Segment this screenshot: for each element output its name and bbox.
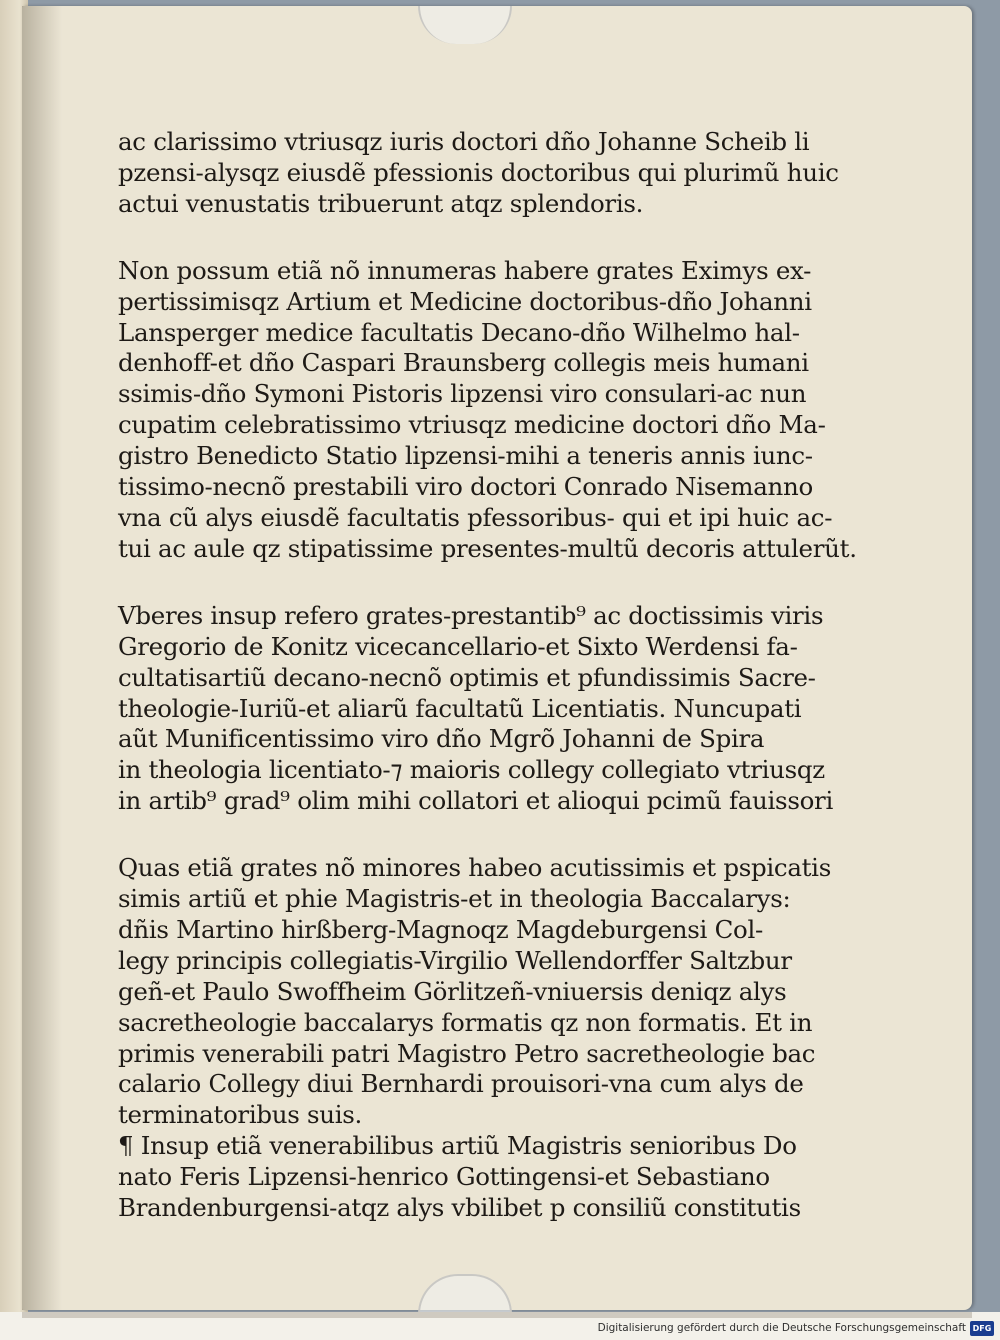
funding-notice: Digitalisierung gefördert durch die Deutsche Forschungsgemeinschaft [597,1322,966,1334]
text-line: Brandenburgensi-atqz alys vbilibet p consiliũ constitutis [118,1193,801,1223]
text-line: aũt Munificentissimo viro dño Mgrõ Johanni de Spira [118,724,765,754]
paragraph-3 [118,600,834,817]
text-line: ¶ Insup etiã venerabilibus artiũ Magistris senioribus Do [118,1131,797,1161]
text-line: geñ-et Paulo Swoffheim Görlitzeñ-vniuersis deniqz alys [118,976,787,1006]
dfg-logo: DFG [970,1321,994,1336]
text-line: Gregorio de Konitz vicecancellario-et Sixto Werdensi fa- [118,631,798,661]
text-line: dñis Martino hirßberg-Magnoqz Magdeburgensi Col- [118,914,763,944]
paragraph-1 [118,127,839,220]
text-line: in theologia licentiato-⁊ maioris collegy collegiato vtriusqz [118,755,825,785]
paragraph-2 [118,255,857,565]
text-line: pzensi-alysqz eiusdẽ pfessionis doctoribus qui plurimũ huic [118,157,839,187]
gutter-shadow [22,6,62,1310]
text-line: legy principis collegiatis-Virgilio Wellendorffer Saltzbur [118,945,792,975]
text-line: ssimis-dño Symoni Pistoris lipzensi viro consulari-ac nun [118,379,807,409]
text-line: denhoff-et dño Caspari Braunsberg collegis meis humani [118,348,809,378]
text-line: sacretheologie baccalarys formatis qz non formatis. Et in [118,1007,813,1037]
text-line: theologie-Iuriũ-et aliarũ facultatũ Licentiatis. Nuncupati [118,693,802,723]
text-line: nato Feris Lipzensi-henrico Gottingensi-et Sebastiano [118,1162,770,1192]
text-line: cupatim celebratissimo vtriusqz medicine doctori dño Ma- [118,410,826,440]
text-line: Quas etiã grates nõ minores habeo acutissimis et pspicatis [118,853,831,883]
text-line: Non possum etiã nõ innumeras habere grates Eximys ex- [118,255,812,285]
text-line: cultatisartiũ decano-necnõ optimis et pfundissimis Sacre- [118,662,816,692]
text-line: gistro Benedicto Statio lipzensi-mihi a teneris annis iunc- [118,441,813,471]
page-text [118,127,857,1224]
footer-bar [0,1318,1000,1340]
text-line: ac clarissimo vtriusqz iuris doctori dño Johanne Scheib li [118,127,810,156]
text-line: pertissimisqz Artium et Medicine doctoribus-dño Johanni [118,286,812,316]
paragraph-4 [118,853,831,1224]
text-line: calario Collegy diui Bernhardi prouisori-vna cum alys de [118,1069,804,1099]
text-line: simis artiũ et phie Magistris-et in theologia Baccalarys: [118,884,791,914]
text-line: tui ac aule qz stipatissime presentes-multũ decoris attulerũt. [118,533,857,563]
text-line: vna cũ alys eiusdẽ facultatis pfessoribus- qui et ipi huic ac- [118,502,833,532]
text-line: primis venerabili patri Magistro Petro sacretheologie bac [118,1038,816,1068]
text-line: actui venustatis tribuerunt atqz splendoris. [118,188,644,218]
text-line: Vberes insup refero grates-prestantib⁹ ac doctissimis viris [118,600,824,630]
text-line: in artib⁹ grad⁹ olim mihi collatori et alioqui pcimũ fauissori [118,786,834,816]
text-line: terminatoribus suis. [118,1100,363,1130]
text-line: tissimo-necnõ prestabili viro doctori Conrado Nisemanno [118,472,813,502]
text-line: Lansperger medice facultatis Decano-dño Wilhelmo hal- [118,317,800,347]
